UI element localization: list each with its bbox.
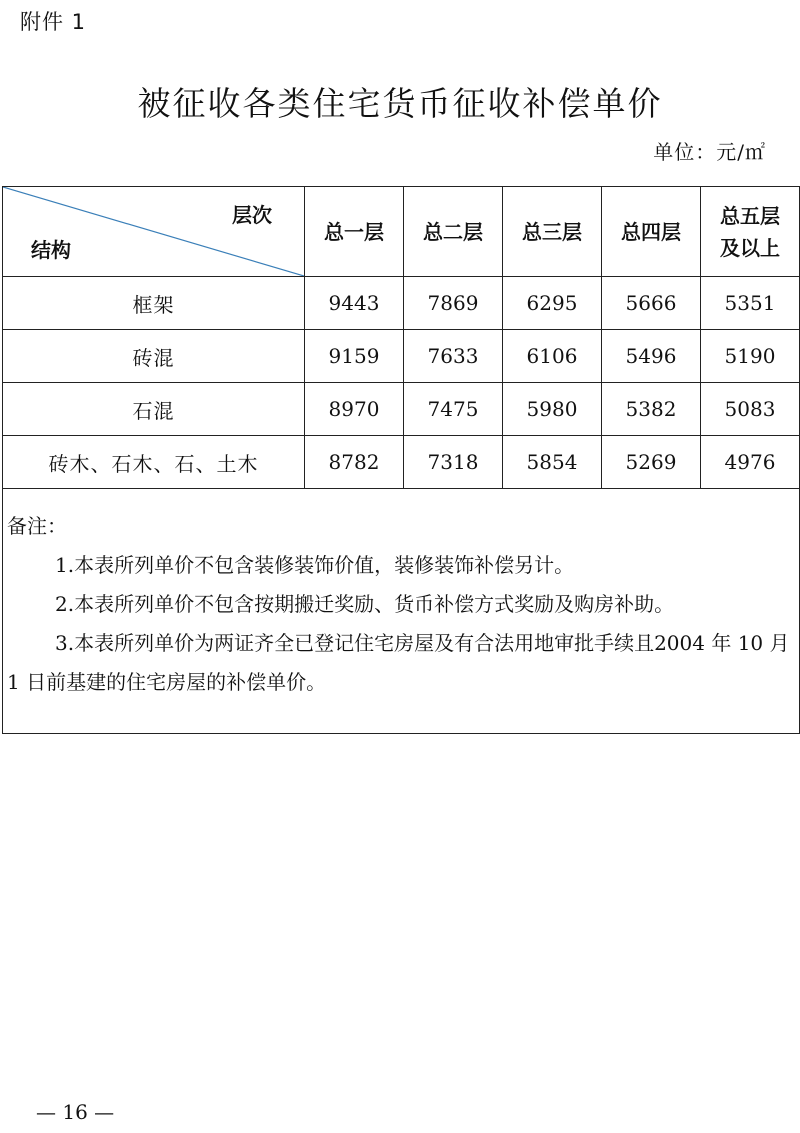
attachment-label: 附件 1: [20, 10, 87, 34]
unit-note: 单位：元/㎡: [653, 140, 766, 164]
diagonal-header-cell: [3, 187, 305, 277]
compensation-price-table: [2, 186, 800, 734]
price-cell: 9159: [305, 330, 404, 383]
price-cell: 7633: [404, 330, 503, 383]
price-cell: 5666: [602, 277, 701, 330]
price-cell: 5190: [701, 330, 800, 383]
price-cell: 6106: [503, 330, 602, 383]
document-title: 被征收各类住宅货币征收补偿单价: [137, 84, 663, 123]
remark-item: 2.本表所列单价不包含按期搬迁奖励、货币补偿方式奖励及购房补助。: [55, 592, 675, 616]
price-cell: 5382: [602, 383, 701, 436]
table-header-row: [3, 187, 800, 277]
floor-header-2: 总二层: [404, 187, 503, 277]
price-cell: 6295: [503, 277, 602, 330]
price-cell: 5351: [701, 277, 800, 330]
floor-header-1: 总一层: [305, 187, 404, 277]
price-cell: 7869: [404, 277, 503, 330]
price-cell: 8782: [305, 436, 404, 489]
page-number: — 16 —: [36, 1100, 115, 1124]
structure-axis-label: 结构: [31, 238, 71, 262]
table-row: [3, 383, 800, 436]
price-cell: 5980: [503, 383, 602, 436]
remarks-row: [3, 489, 800, 734]
price-cell: 5854: [503, 436, 602, 489]
remark-item: 1.本表所列单价不包含装修装饰价值，装修装饰补偿另计。: [55, 553, 575, 577]
price-cell: 5269: [602, 436, 701, 489]
remark-item: 3.本表所列单价为两证齐全已登记住宅房屋及有合法用地审批手续且2004 年 10 月 1 日前基建的住宅房屋的补偿单价。: [7, 631, 790, 694]
price-cell: 4976: [701, 436, 800, 489]
table-row: [3, 330, 800, 383]
floor-header-5: 总五层 及以上: [701, 187, 800, 277]
table-row: [3, 277, 800, 330]
floor-header-3: 总三层: [503, 187, 602, 277]
price-cell: 7318: [404, 436, 503, 489]
structure-name: 框架: [3, 277, 305, 330]
floor-header-4: 总四层: [602, 187, 701, 277]
remarks-title: 备注：: [7, 514, 67, 538]
structure-name: 砖木、石木、石、土木: [3, 436, 305, 489]
price-cell: 9443: [305, 277, 404, 330]
structure-name: 石混: [3, 383, 305, 436]
price-cell: 8970: [305, 383, 404, 436]
floor-axis-label: 层次: [232, 203, 272, 227]
structure-name: 砖混: [3, 330, 305, 383]
remarks-cell: [3, 489, 800, 734]
table-row: [3, 436, 800, 489]
price-cell: 5496: [602, 330, 701, 383]
price-cell: 7475: [404, 383, 503, 436]
price-cell: 5083: [701, 383, 800, 436]
